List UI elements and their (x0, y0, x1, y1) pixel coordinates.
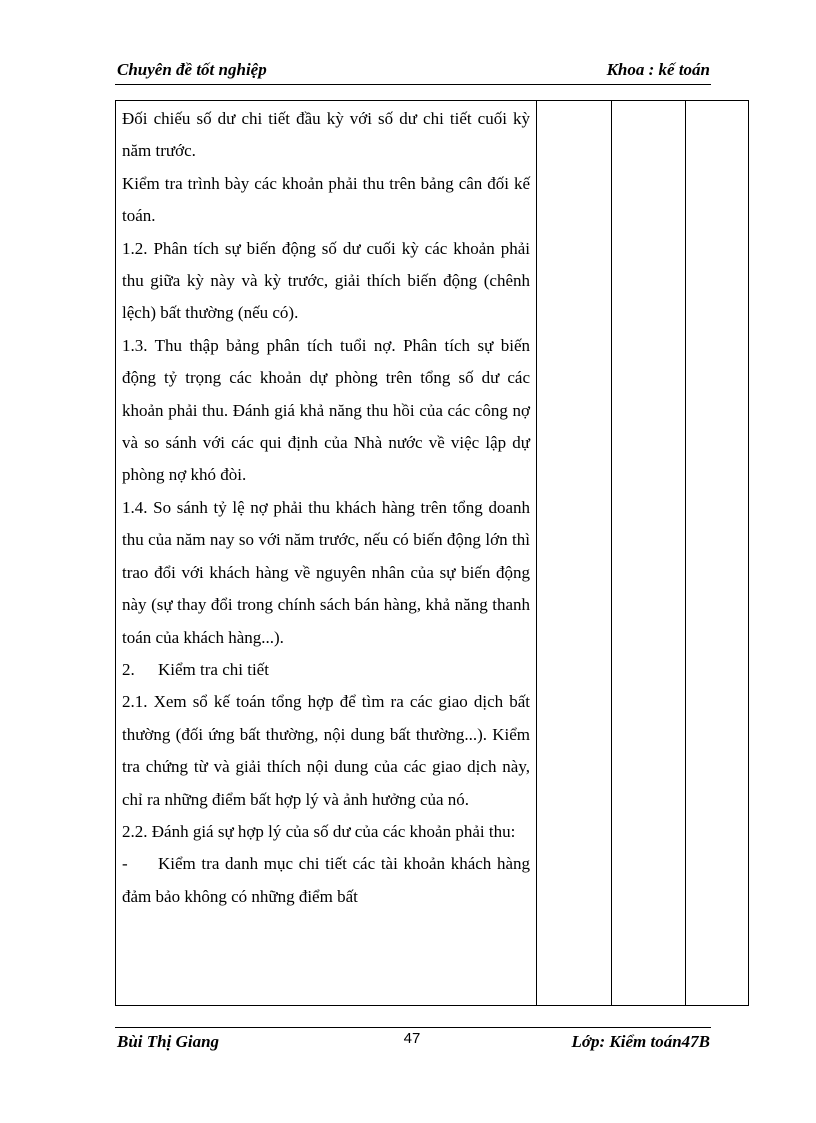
section-2-heading (122, 654, 530, 686)
page-number: 47 (403, 1030, 421, 1047)
header-title: Chuyên đề tốt nghiệp (117, 60, 267, 79)
empty-cell-2 (537, 101, 612, 1006)
section-2-text: Kiểm tra chi tiết (158, 659, 269, 679)
paragraph-1-2: 1.2. Phân tích sự biến động số dư cuối kỳ các khoản phải thu giữa kỳ này và kỳ trước, giải thích biến động (chênh lệch) bất thường (nếu có). (122, 238, 530, 323)
footer-class: Lớp: Kiểm toán47B (571, 1032, 710, 1051)
footer-rule (115, 1027, 711, 1028)
paragraph-2-2: 2.2. Đánh giá sự hợp lý của số dư của các khoản phải thu: (122, 821, 516, 841)
header-rule (115, 84, 711, 85)
paragraph-2-1: 2.1. Xem sổ kế toán tổng hợp để tìm ra các giao dịch bất thường (đối ứng bất thường, nội dung bất thường...). Kiểm tra chứng từ và giải thích nội dung của các giao dịch này, chỉ ra những điểm bất hợp lý và ảnh hưởng của nó. (122, 692, 530, 809)
empty-cell-4 (686, 101, 749, 1006)
table-row (116, 101, 749, 1006)
bullet-text: Kiểm tra danh mục chi tiết các tài khoản khách hàng đảm bảo không có những điểm bất (122, 854, 530, 906)
section-2-number: 2. (122, 659, 135, 679)
bullet-mark: - (122, 854, 128, 874)
empty-cell-3 (612, 101, 686, 1006)
footer-author: Bùi Thị Giang (117, 1032, 220, 1051)
procedure-cell (116, 101, 537, 1006)
paragraph-presentation: Kiểm tra trình bày các khoản phải thu trên bảng cân đối kế toán. (122, 173, 530, 226)
paragraph-1-3: 1.3. Thu thập bảng phân tích tuổi nợ. Phân tích sự biến động tỷ trọng các khoản dự phòng trên tổng số dư các khoản phải thu. Đánh giá khả năng thu hồi của các công nợ và so sánh với các qui định của Nhà nước về việc lập dự phòng nợ khó đòi. (122, 335, 530, 485)
bullet-item (122, 848, 530, 913)
paragraph-1-4: 1.4. So sánh tỷ lệ nợ phải thu khách hàng trên tổng doanh thu của năm nay so với năm trước, nếu có biến động lớn thì trao đổi với khách hàng về nguyên nhân của sự biến động này (sự thay đổi trong chính sách bán hàng, khả năng thanh toán của khách hàng...). (122, 497, 530, 647)
paragraph-reconcile: Đối chiếu số dư chi tiết đầu kỳ với số dư chi tiết cuối kỳ năm trước. (122, 109, 530, 161)
audit-procedures-table (115, 100, 749, 1006)
header-department: Khoa : kế toán (606, 60, 710, 79)
